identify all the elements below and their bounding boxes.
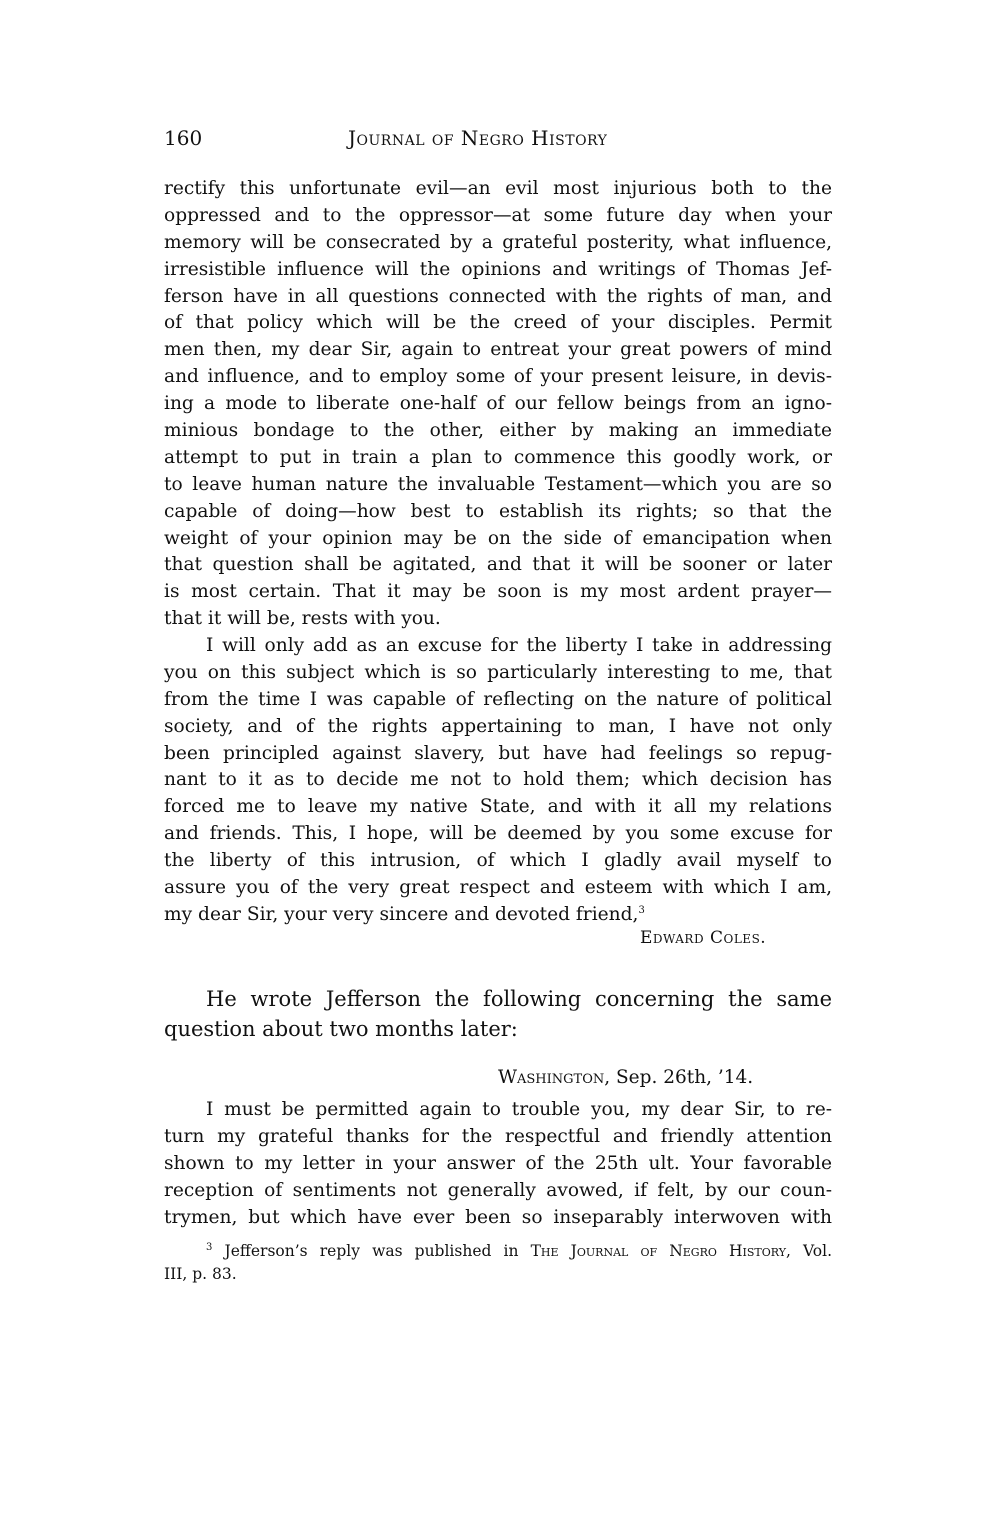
text-line: that it will be, rests with you.	[164, 608, 441, 630]
text-line: trymen, but which have ever been so inseparably interwoven with	[164, 1206, 832, 1228]
text-line: memory will be consecrated by a grateful posterity, what influence,	[164, 231, 832, 253]
text-line: minious bondage to the other, either by making an immediate	[164, 420, 832, 442]
text-line: turn my grateful thanks for the respectful and friendly attention	[164, 1125, 832, 1147]
footnote-reference[interactable]: 3	[638, 904, 645, 916]
text-line: weight of your opinion may be on the side of emancipation when	[164, 527, 832, 549]
text-line: rectify this unfortunate evil—an evil most injurious both to the	[164, 178, 832, 199]
text-line: society, and of the rights appertaining to man, I have not only	[164, 715, 832, 737]
text-line: I must be permitted again to trouble you, my dear Sir, to re-	[206, 1099, 832, 1120]
letter-2-paragraph-1	[164, 1097, 832, 1231]
text-line: reception of sentiments not generally avowed, if felt, by our coun-	[164, 1179, 832, 1201]
transition-paragraph	[164, 984, 832, 1044]
text-line: you on this subject which is so particularly interesting to me, that	[164, 661, 832, 683]
signature: Edward Coles.	[640, 928, 767, 948]
closing-text: my dear Sir, your very sincere and devoted friend,	[164, 903, 639, 925]
footnote-line	[164, 1240, 832, 1263]
letter-2-dateline	[498, 1067, 753, 1088]
text-line: capable of doing—how best to establish its rights; so that the	[164, 500, 832, 522]
text-line: to leave human nature the invaluable Testament—which you are so	[164, 473, 832, 495]
footnote-text: Jefferson’s reply was published in	[212, 1242, 531, 1260]
text-line: He wrote Jefferson the following concerning the same	[206, 987, 832, 1011]
text-line: from the time I was capable of reflecting on the nature of political	[164, 688, 832, 710]
text-line: and friends. This, I hope, will be deemed by you some excuse for	[164, 823, 832, 845]
text-line: and influence, and to employ some of your present leisure, in devis-	[164, 366, 832, 388]
footnote-line: III, p. 83.	[164, 1265, 237, 1283]
text-line: that question shall be agitated, and that it will be sooner or later	[164, 554, 832, 576]
letter-1-paragraph-1	[164, 176, 832, 633]
text-line: ing a mode to liberate one-half of our fellow beings from an igno-	[164, 393, 832, 415]
dateline-date: Sep. 26th, ’14.	[610, 1067, 754, 1088]
text-line: assure you of the very great respect and esteem with which I am,	[164, 877, 832, 899]
text-line: men then, my dear Sir, again to entreat your great powers of mind	[164, 339, 832, 361]
text-line: oppressed and to the oppressor—at some future day when your	[164, 204, 832, 226]
footnote	[164, 1240, 832, 1286]
text-line	[164, 902, 832, 929]
text-line: I will only add as an excuse for the liberty I take in addressing	[206, 635, 832, 656]
text-line: the liberty of this intrusion, of which I gladly avail myself to	[164, 850, 832, 872]
text-line: attempt to put in train a plan to commence this goodly work, or	[164, 446, 832, 468]
text-line: of that policy which will be the creed of your disciples. Permit	[164, 312, 832, 334]
text-line: forced me to leave my native State, and with it all my relations	[164, 796, 832, 818]
footnote-marker: 3	[206, 1241, 213, 1253]
text-line: irresistible influence will the opinions and writings of Thomas Jef-	[164, 258, 832, 280]
text-line: shown to my letter in your answer of the 25th ult. Your favorable	[164, 1152, 832, 1174]
footnote-text: , Vol.	[785, 1242, 832, 1260]
journal-title: The Journal of Negro History	[530, 1242, 786, 1260]
page-header	[164, 126, 832, 156]
text-line: nant to it as to decide me not to hold them; which decision has	[164, 769, 832, 791]
letter-1-paragraph-2	[164, 633, 832, 929]
dateline-place: Washington,	[498, 1067, 611, 1088]
text-line: been principled against slavery, but have had feelings so repug-	[164, 742, 832, 764]
text-line: question about two months later:	[164, 1017, 518, 1041]
text-line: is most certain. That it may be soon is my most ardent prayer—	[164, 581, 832, 603]
running-title: Journal of Negro History	[348, 126, 608, 150]
text-line: ferson have in all questions connected with the rights of man, and	[164, 285, 832, 307]
page-number: 160	[164, 126, 203, 150]
